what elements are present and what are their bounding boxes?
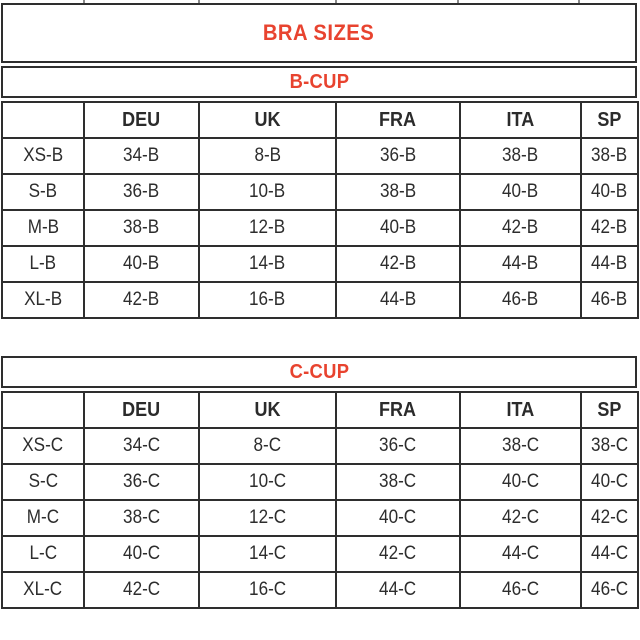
- size-cell: 40-C: [460, 464, 581, 500]
- cup-title-b: B-CUP: [289, 70, 349, 93]
- table-row: [2, 210, 638, 246]
- size-cell: 42-C: [460, 500, 581, 536]
- size-cell: 38-C: [460, 428, 581, 464]
- grid-tick: [578, 0, 580, 3]
- table-row: [2, 428, 638, 464]
- section-gap: [1, 319, 637, 353]
- grid-tick: [198, 0, 200, 3]
- size-cell: 10-B: [199, 174, 336, 210]
- cup-title-box-b: [1, 66, 637, 98]
- size-cell: 10-C: [199, 464, 336, 500]
- size-cell: 46-C: [460, 572, 581, 608]
- row-label: L-B: [2, 246, 84, 282]
- size-cell: 38-C: [581, 428, 638, 464]
- size-cell: 40-C: [84, 536, 199, 572]
- column-header-fra: FRA: [336, 392, 460, 428]
- cup-title-c: C-CUP: [289, 360, 349, 383]
- header-row-b: [2, 102, 638, 138]
- bra-size-chart: [1, 0, 637, 609]
- size-cell: 44-C: [336, 572, 460, 608]
- table-row: [2, 572, 638, 608]
- size-cell: 40-B: [336, 210, 460, 246]
- grid-tick: [83, 0, 85, 3]
- column-header-ita: ITA: [460, 392, 581, 428]
- column-header-sp: SP: [581, 102, 638, 138]
- size-cell: 46-B: [581, 282, 638, 318]
- size-cell: 16-B: [199, 282, 336, 318]
- size-cell: 44-B: [581, 246, 638, 282]
- size-cell: 42-C: [336, 536, 460, 572]
- column-header-uk: UK: [199, 102, 336, 138]
- row-label: M-B: [2, 210, 84, 246]
- size-table-b: [1, 101, 639, 319]
- table-row: [2, 500, 638, 536]
- cropped-table-remnant: [1, 0, 637, 3]
- size-cell: 38-C: [336, 464, 460, 500]
- chart-title-box: [1, 3, 637, 63]
- row-label: S-C: [2, 464, 84, 500]
- row-label: M-C: [2, 500, 84, 536]
- size-cell: 38-B: [336, 174, 460, 210]
- size-cell: 12-B: [199, 210, 336, 246]
- column-header-sp: SP: [581, 392, 638, 428]
- size-cell: 46-C: [581, 572, 638, 608]
- size-cell: 42-B: [460, 210, 581, 246]
- size-cell: 40-B: [581, 174, 638, 210]
- cup-title-box-c: [1, 356, 637, 388]
- size-cell: 38-B: [84, 210, 199, 246]
- size-cell: 36-B: [336, 138, 460, 174]
- size-cell: 44-B: [460, 246, 581, 282]
- size-cell: 34-C: [84, 428, 199, 464]
- corner-cell: [2, 102, 84, 138]
- size-cell: 42-C: [84, 572, 199, 608]
- column-header-uk: UK: [199, 392, 336, 428]
- size-cell: 36-B: [84, 174, 199, 210]
- row-label: L-C: [2, 536, 84, 572]
- table-row: [2, 536, 638, 572]
- size-table-c: [1, 391, 639, 609]
- size-cell: 8-C: [199, 428, 336, 464]
- column-header-deu: DEU: [84, 102, 199, 138]
- size-cell: 36-C: [84, 464, 199, 500]
- size-cell: 44-B: [336, 282, 460, 318]
- column-header-fra: FRA: [336, 102, 460, 138]
- size-cell: 38-B: [460, 138, 581, 174]
- header-row-c: [2, 392, 638, 428]
- size-cell: 40-C: [336, 500, 460, 536]
- size-cell: 38-C: [84, 500, 199, 536]
- size-cell: 14-C: [199, 536, 336, 572]
- size-cell: 42-B: [581, 210, 638, 246]
- column-header-ita: ITA: [460, 102, 581, 138]
- size-cell: 40-B: [84, 246, 199, 282]
- size-cell: 12-C: [199, 500, 336, 536]
- size-cell: 34-B: [84, 138, 199, 174]
- table-row: [2, 282, 638, 318]
- size-cell: 40-C: [581, 464, 638, 500]
- row-label: XL-C: [2, 572, 84, 608]
- row-label: XS-B: [2, 138, 84, 174]
- table-row: [2, 464, 638, 500]
- row-label: XL-B: [2, 282, 84, 318]
- corner-cell: [2, 392, 84, 428]
- size-cell: 42-C: [581, 500, 638, 536]
- grid-tick: [457, 0, 459, 3]
- column-header-deu: DEU: [84, 392, 199, 428]
- row-label: S-B: [2, 174, 84, 210]
- size-cell: 42-B: [336, 246, 460, 282]
- size-cell: 40-B: [460, 174, 581, 210]
- size-cell: 44-C: [460, 536, 581, 572]
- grid-tick: [335, 0, 337, 3]
- chart-title: BRA SIZES: [263, 20, 375, 45]
- table-row: [2, 174, 638, 210]
- size-cell: 42-B: [84, 282, 199, 318]
- size-cell: 44-C: [581, 536, 638, 572]
- table-row: [2, 246, 638, 282]
- size-cell: 38-B: [581, 138, 638, 174]
- size-cell: 46-B: [460, 282, 581, 318]
- size-cell: 8-B: [199, 138, 336, 174]
- size-cell: 14-B: [199, 246, 336, 282]
- table-row: [2, 138, 638, 174]
- row-label: XS-C: [2, 428, 84, 464]
- size-cell: 36-C: [336, 428, 460, 464]
- size-cell: 16-C: [199, 572, 336, 608]
